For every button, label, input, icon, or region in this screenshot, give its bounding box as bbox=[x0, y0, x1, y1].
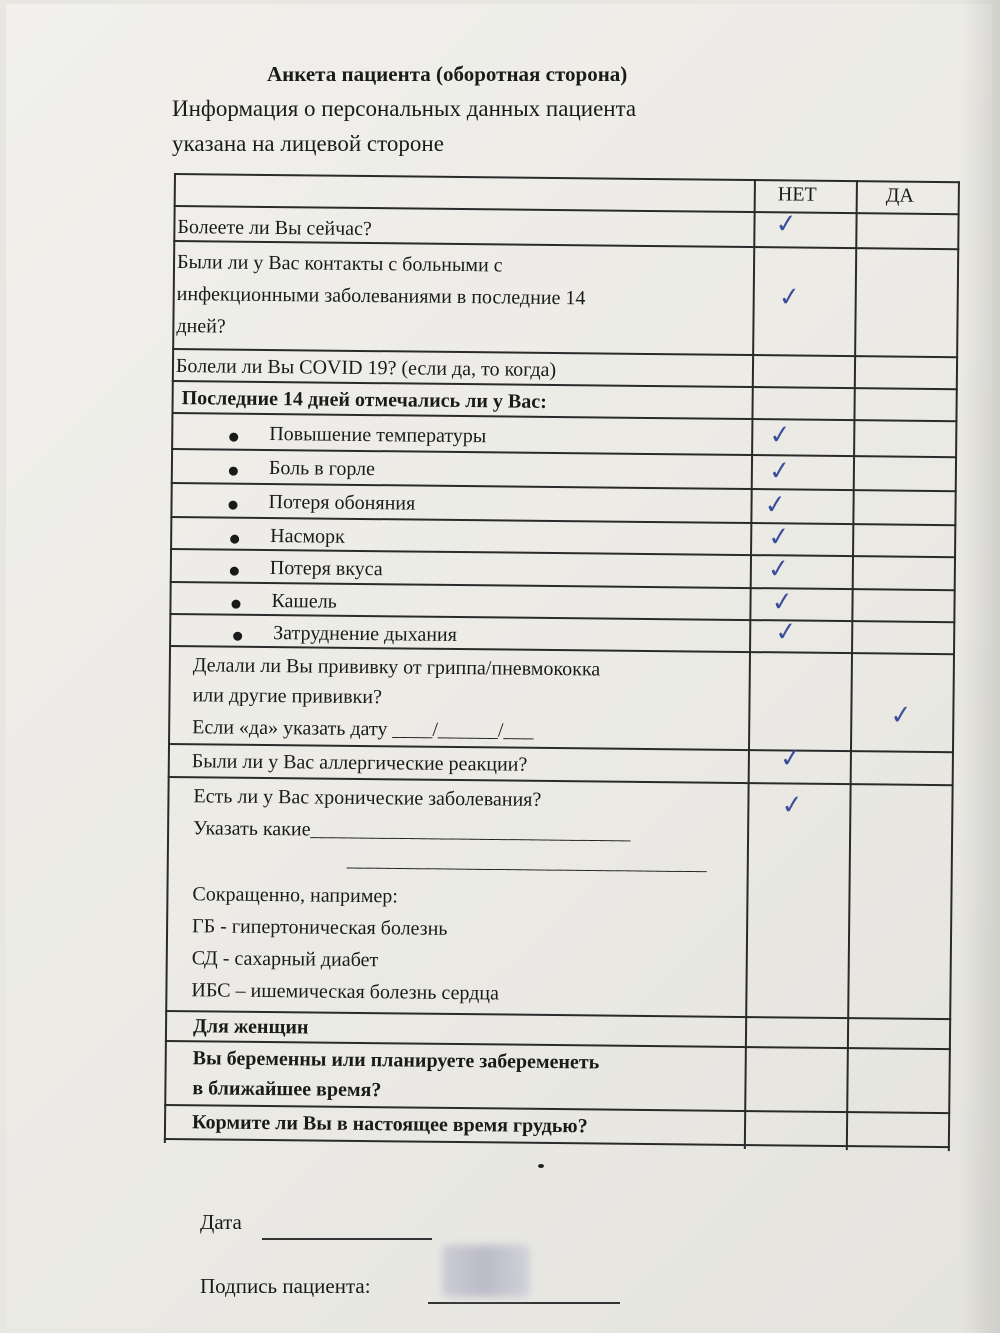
question-pregnant-line2: в ближайшее время? bbox=[192, 1077, 382, 1102]
question-contacts-line1: Были ли у Вас контакты с больными с bbox=[176, 251, 503, 277]
bullet-dot bbox=[230, 535, 239, 544]
checkmark-no-symptom: ✓ bbox=[767, 455, 793, 488]
chronic-abbrev-gb: ГБ - гипертоническая болезнь bbox=[191, 915, 448, 940]
section-women: Для женщин bbox=[192, 1015, 309, 1039]
question-pregnant-line1: Вы беременны или планируете забеременеть bbox=[192, 1047, 600, 1074]
question-chronic-specify: Указать какие________________________________ bbox=[193, 817, 631, 844]
question-breastfeeding: Кормите ли Вы в настоящее время грудью? bbox=[191, 1111, 588, 1138]
signature-line bbox=[428, 1302, 620, 1304]
questionnaire-table bbox=[164, 173, 960, 1151]
table-row-q7 bbox=[165, 776, 953, 1018]
question-vaccination-line2: или другие прививки? bbox=[192, 684, 383, 709]
column-header-yes: ДА bbox=[885, 184, 915, 207]
bullet-dot bbox=[231, 600, 240, 609]
checkmark-no-q7: ✓ bbox=[780, 789, 805, 822]
checkmark-no-q2: ✓ bbox=[777, 281, 802, 314]
symptom-row: Потеря обоняния ✓ bbox=[170, 482, 956, 524]
checkmark-no-symptom: ✓ bbox=[773, 616, 799, 649]
bullet-dot bbox=[230, 567, 239, 576]
symptom-row: Затруднение дыхания ✓ bbox=[169, 613, 955, 653]
symptom-row: Насморк ✓ bbox=[170, 516, 956, 556]
checkmark-no-symptom: ✓ bbox=[766, 521, 792, 554]
form-subtitle-line2: указана на лицевой стороне bbox=[172, 131, 444, 156]
symptom-row: Боль в горле ✓ bbox=[171, 448, 957, 490]
checkmark-no-symptom: ✓ bbox=[763, 489, 788, 522]
checkmark-yes-q5: ✓ bbox=[888, 699, 914, 732]
question-covid: Болели ли Вы COVID 19? (если да, то когда) bbox=[175, 355, 557, 382]
symptom-row: Повышение температуры ✓ bbox=[171, 412, 957, 456]
checkmark-no-symptom: ✓ bbox=[766, 553, 792, 586]
table-row-q5 bbox=[168, 645, 955, 751]
table-row-q2 bbox=[172, 240, 959, 356]
date-label: Дата bbox=[200, 1210, 242, 1234]
question-contacts-line2: инфекционными заболеваниями в последние 14 bbox=[176, 283, 586, 310]
checkmark-no-symptom: ✓ bbox=[767, 419, 793, 452]
bullet-dot bbox=[233, 632, 242, 641]
question-vaccination-line1: Делали ли Вы прививку от гриппа/пневмококка bbox=[192, 654, 601, 681]
symptom-row: Потеря вкуса ✓ bbox=[170, 548, 956, 589]
date-line bbox=[262, 1238, 432, 1240]
question-allergy: Были ли у Вас аллергические реакции? bbox=[191, 750, 528, 776]
signature-label: Подпись пациента: bbox=[200, 1274, 371, 1298]
checkmark-no-symptom: ✓ bbox=[770, 586, 795, 619]
bullet-dot bbox=[228, 501, 237, 510]
symptom-row: Кашель ✓ bbox=[169, 581, 955, 621]
table-row-q8 bbox=[164, 1040, 951, 1112]
form-title: Анкета пациента (оборотная сторона) bbox=[267, 62, 628, 86]
checkmark-no-q1: ✓ bbox=[774, 208, 799, 241]
checkmark-no-q6: ✓ bbox=[778, 742, 804, 775]
form-subtitle-line1: Информация о персональных данных пациента bbox=[172, 96, 637, 121]
column-header-no: НЕТ bbox=[777, 183, 817, 206]
redacted-signature bbox=[442, 1245, 530, 1297]
table-row-q9 bbox=[164, 1104, 950, 1148]
question-contacts-line3: дней? bbox=[176, 315, 226, 338]
ink-speck bbox=[538, 1164, 544, 1168]
question-vaccination-date: Если «да» указать дату ____/______/___ bbox=[192, 716, 534, 742]
question-symptoms-heading: Последние 14 дней отмечались ли у Вас: bbox=[181, 387, 547, 413]
paper-edge-shadow bbox=[960, 0, 1000, 1333]
chronic-abbrev-sd: СД - сахарный диабет bbox=[191, 947, 379, 972]
question-chronic-line1: Есть ли у Вас хронические заболевания? bbox=[193, 785, 542, 811]
bullet-dot bbox=[229, 433, 238, 442]
chronic-abbrev-heading: Сокращенно, например: bbox=[192, 883, 398, 908]
question-chronic-blank-line: ____________________________________ bbox=[346, 848, 707, 875]
bullet-dot bbox=[229, 467, 238, 476]
chronic-abbrev-ibs: ИБС – ишемическая болезнь сердца bbox=[191, 979, 500, 1005]
question-ill-now: Болеете ли Вы сейчас? bbox=[177, 216, 372, 241]
